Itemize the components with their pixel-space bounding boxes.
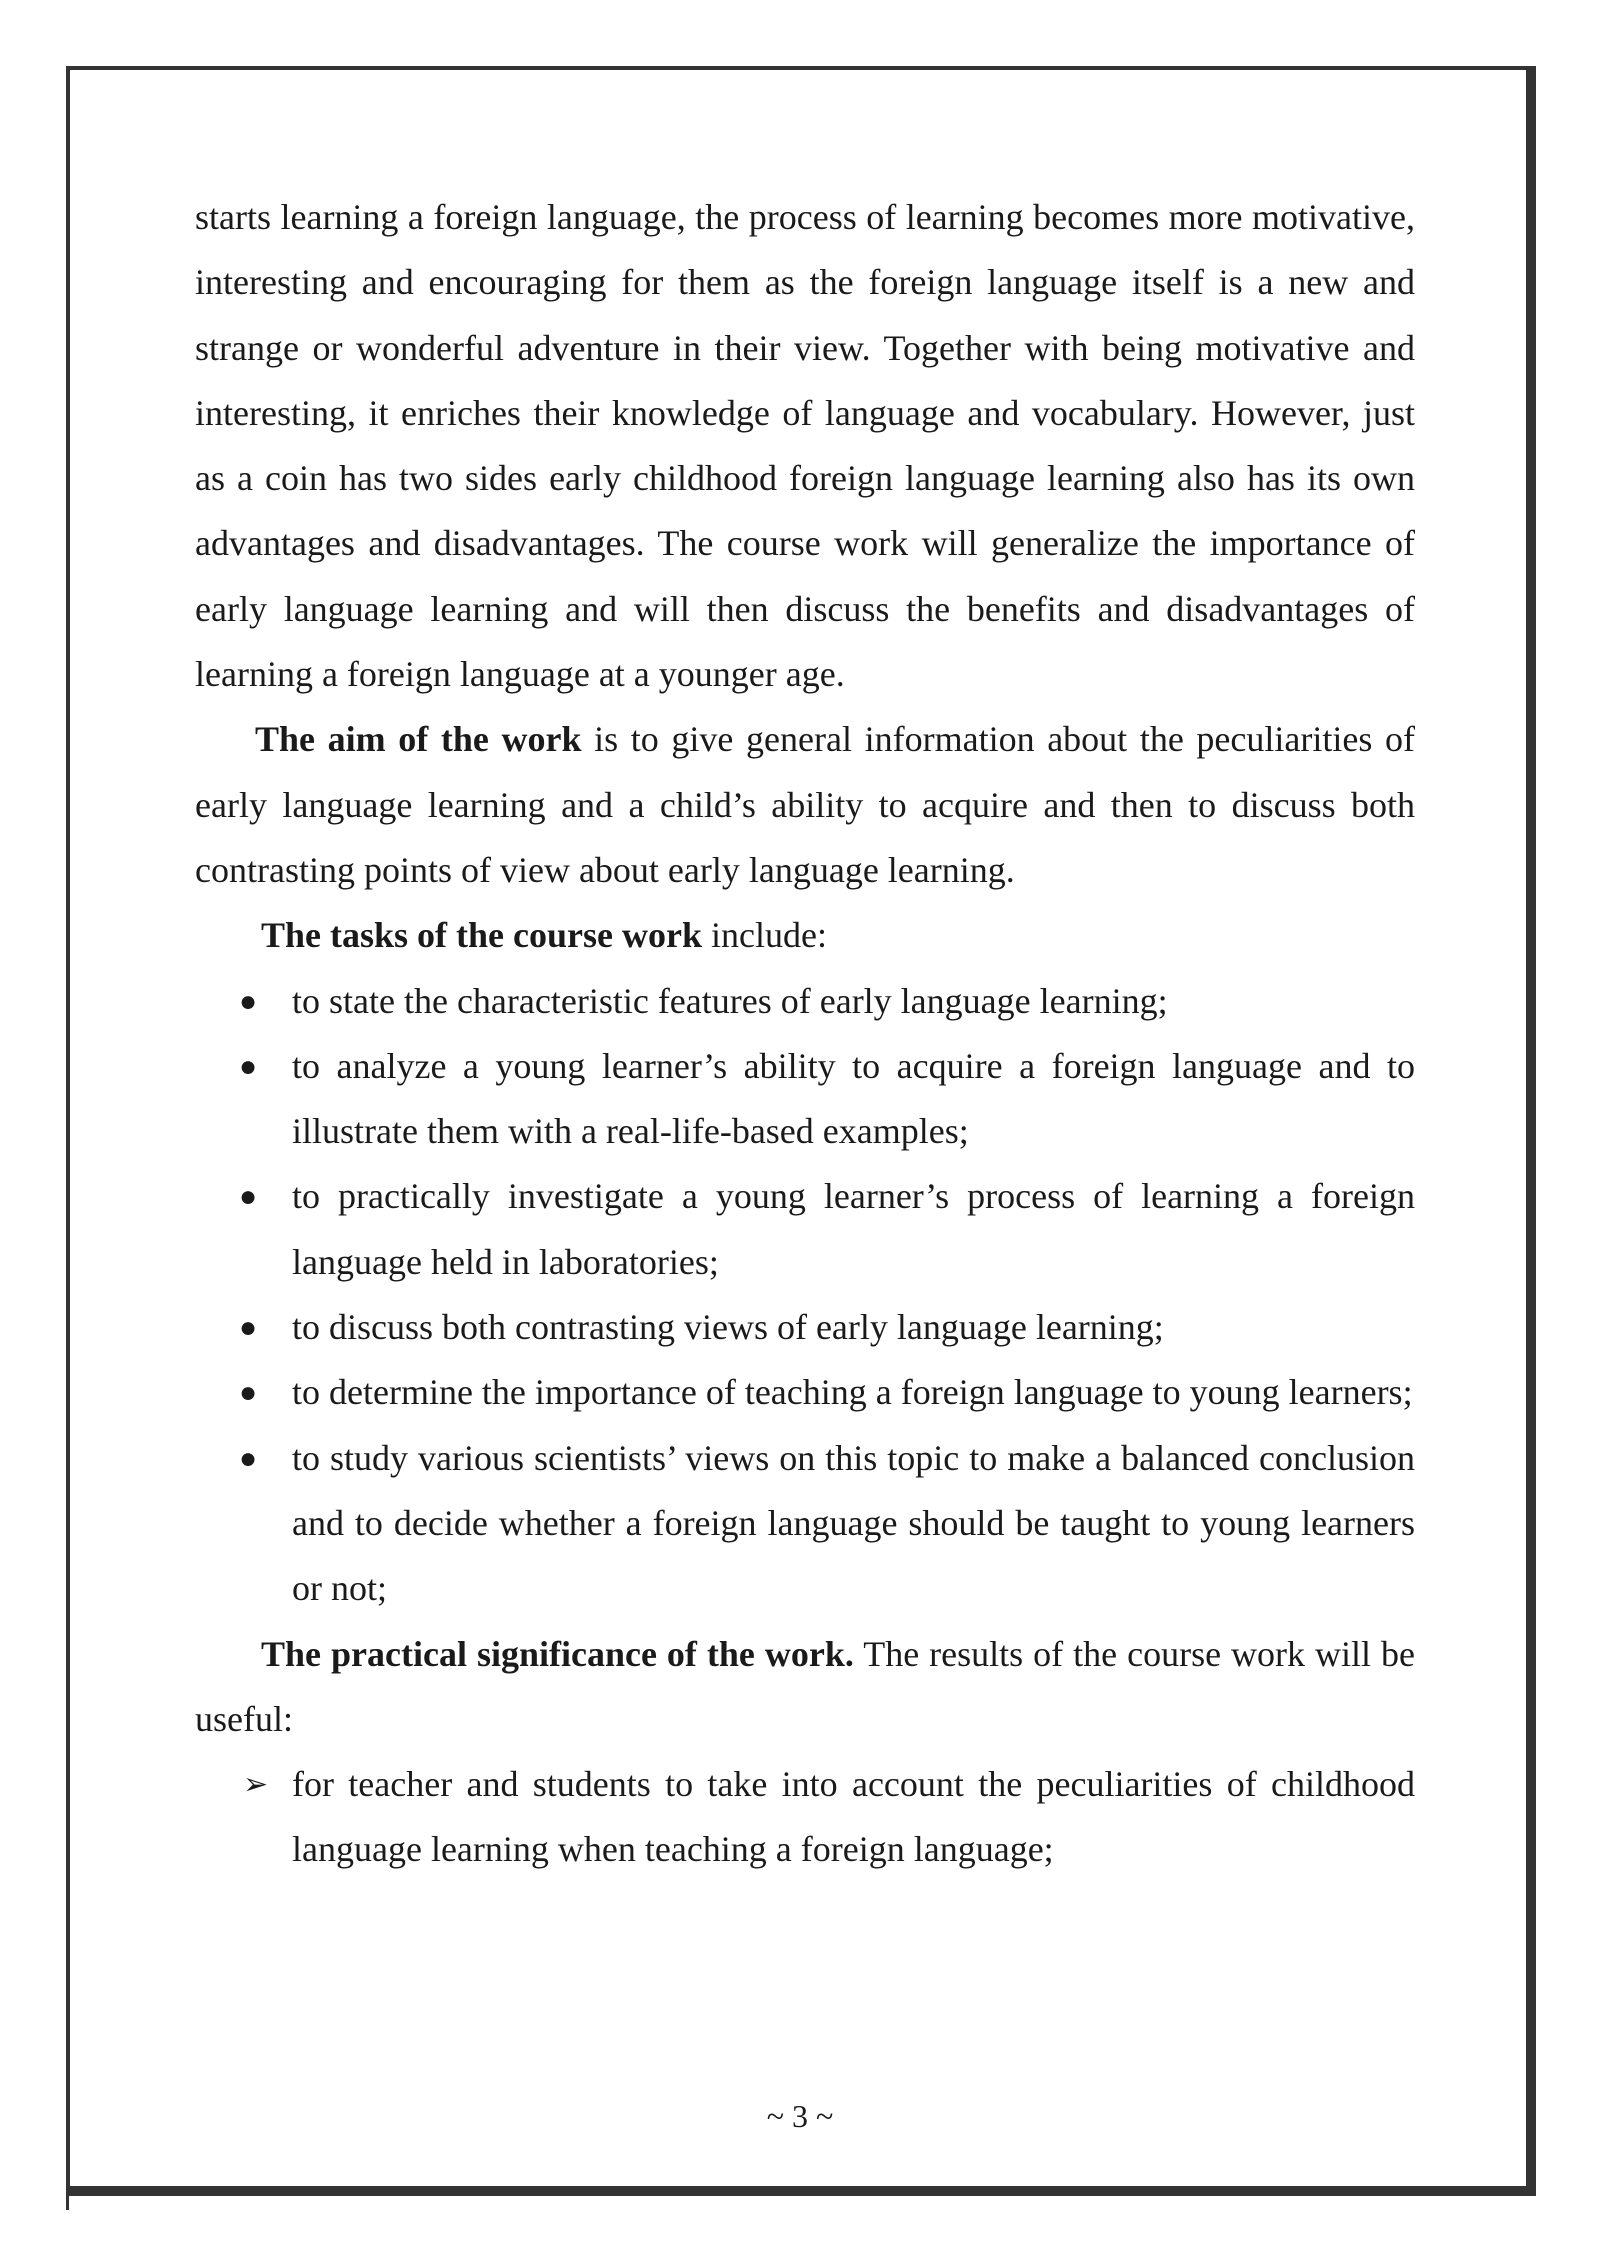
task-text: to study various scientists’ views on this topic to make a balanced conclusion and to decide whether a foreign language should be taught to young learners or not;: [292, 1437, 1415, 1609]
bullet-icon: ●: [239, 1376, 258, 1410]
aim-paragraph: [195, 707, 1415, 903]
list-item: [195, 969, 1415, 1034]
task-text: to practically investigate a young learner’s process of learning a foreign language held in laboratories;: [292, 1176, 1415, 1282]
list-item: [195, 1034, 1415, 1165]
intro-paragraph: starts learning a foreign language, the process of learning becomes more motivative, interesting and encouraging for them as the foreign language itself is a new and strange or wonderful adventure in their view. Together with being motivative and interesting, it enriches their knowledge of language and vocabulary. However, just as a coin has two sides early childhood foreign language learning also has its own advantages and disadvantages. The course work will generalize the importance of early language learning and will then discuss the benefits and disadvantages of learning a foreign language at a younger age.: [195, 197, 1415, 695]
bullet-icon: ●: [239, 1180, 258, 1214]
task-text: to discuss both contrasting views of early language learning;: [292, 1307, 1164, 1348]
border-tick: [66, 2196, 69, 2210]
aim-heading: The aim of the work: [255, 719, 582, 760]
list-item: [195, 1752, 1415, 1883]
tasks-intro: [195, 903, 1415, 968]
bullet-icon: ●: [239, 1049, 258, 1083]
bullet-icon: ●: [239, 1311, 258, 1345]
significance-item-text: for teacher and students to take into account the peculiarities of childhood language learning when teaching a foreign language;: [292, 1764, 1415, 1870]
bullet-icon: ●: [239, 984, 258, 1018]
task-text: to analyze a young learner’s ability to acquire a foreign language and to illustrate them with a real-life-based examples;: [292, 1045, 1415, 1152]
list-item: [195, 1295, 1415, 1360]
tasks-heading: The tasks of the course work: [261, 915, 702, 956]
list-item: [195, 1164, 1415, 1295]
page-number: ~ 3 ~: [766, 2098, 834, 2134]
bullet-icon: ●: [239, 1441, 258, 1475]
tasks-list: [195, 969, 1415, 1622]
list-item: [195, 1426, 1415, 1622]
aim-text: is to give general information about the peculiarities of early language learning and a child’s ability to acquire and then to discuss both contrasting points of view about early language learning.: [195, 719, 1415, 890]
significance-text: The results of the course work will be useful:: [195, 1633, 1415, 1739]
significance-paragraph: [195, 1622, 1415, 1753]
tasks-intro-text: include:: [701, 915, 827, 956]
significance-list: [195, 1752, 1415, 1883]
significance-heading: The practical significance of the work.: [261, 1633, 854, 1674]
page-body: [195, 185, 1415, 1883]
task-text: to state the characteristic features of early language learning;: [292, 980, 1168, 1021]
task-text: to determine the importance of teaching a foreign language to young learners;: [292, 1372, 1413, 1413]
list-item: [195, 1360, 1415, 1425]
arrow-bullet-icon: ➢: [243, 1768, 269, 1802]
